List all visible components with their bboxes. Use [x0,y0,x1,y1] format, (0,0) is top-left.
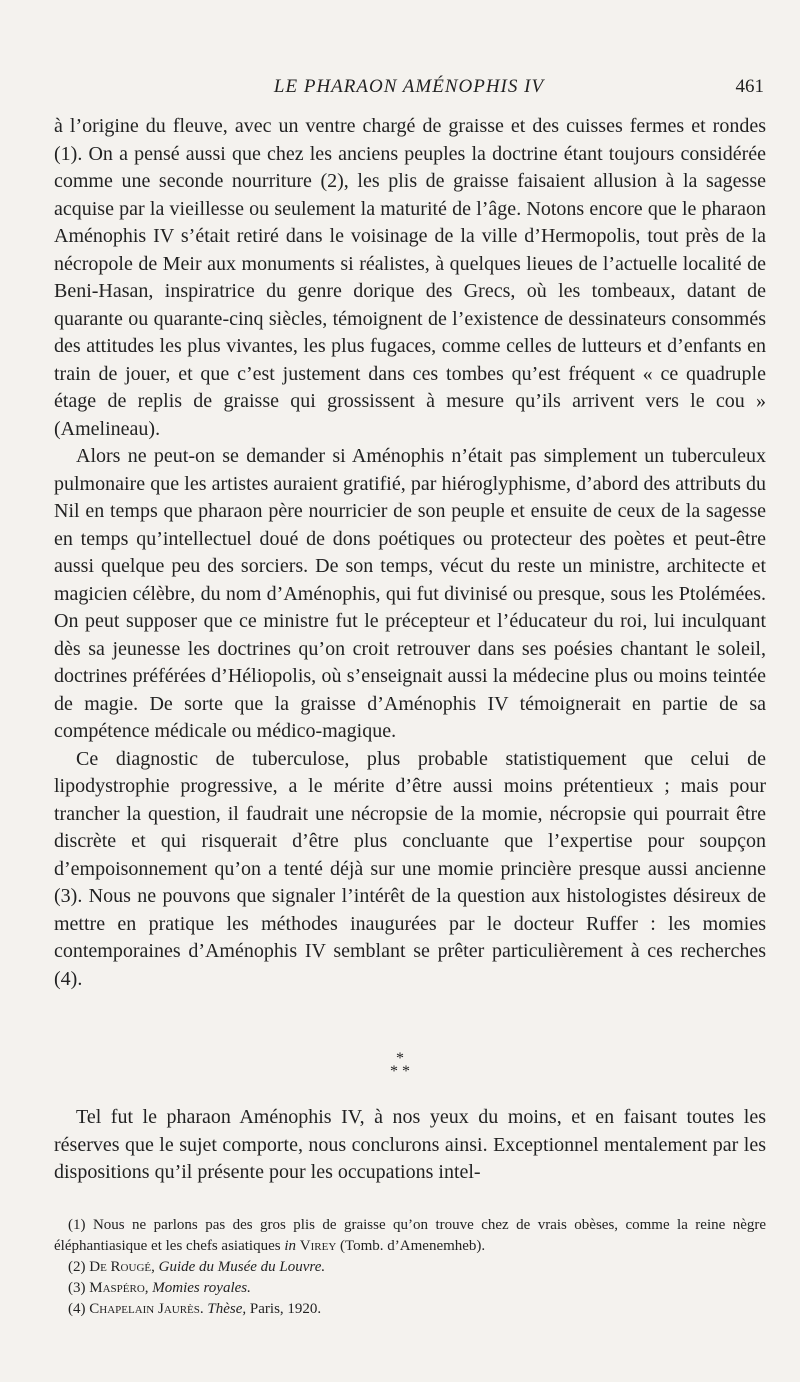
footnote-text: (Tomb. d’Amenemheb). [340,1238,486,1254]
footnote-marker: (3) [68,1280,86,1296]
footnote-work: Thèse, [207,1301,247,1317]
footnote-author: Virey [299,1238,337,1254]
footnote-author: Maspéro, [89,1280,149,1296]
footnote-text: Nous ne parlons pas des gros plis de graisse qu’on trouve chez de vrais obèses, comme la reine nègre éléphantiasique et les chefs asiatiques [54,1217,767,1254]
section-separator [0,1052,800,1078]
paragraph: Ce diagnostic de tuberculose, plus probable statistiquement que celui de lipodystrophie progressive, a le mérite d’être aussi moins prétentieux ; mais pour trancher la question, il faudrait une nécropsie de la momie, nécropsie qui pourrait être discrète et qui risquerait d’être plus concluante que l’expertise pour soupçon d’empoisonnement qu’on a tenté déjà sur une momie princière presque aussi ancienne (3). Nous ne pouvons que signaler l’intérêt de la question aux histologistes désireux de mettre en pratique les méthodes inaugurées par le docteur Ruffer : les momies contemporaines d’Aménophis IV semblant se prêter particulièrement à ces recherches (4). [54,747,766,990]
paragraph: Tel fut le pharaon Aménophis IV, à nos yeux du moins, et en faisant toutes les réserves que le sujet comporte, nous conclurons ainsi. Exceptionnel mentalement par les dispositions qu’il présente pour les occupations intel- [54,1106,766,1183]
asterism-bottom: * * [390,1063,410,1080]
footnote [54,1278,766,1299]
main-text [54,113,766,993]
page-number: 461 [735,76,764,97]
running-header [54,74,764,104]
asterism-top: * [396,1050,404,1067]
footnote [54,1299,766,1320]
conclusion-text [54,1104,766,1187]
paragraph: Alors ne peut-on se demander si Aménophis n’était pas simplement un tuberculeux pulmonaire que les artistes auraient gratifié, par hiéroglyphisme, d’abord des attributs du Nil en temps que pharaon père nourricier de son peuple et ensuite de ceux de la sagesse en temps qu’intellectuel doué de dons poétiques ou protecteur des poètes et peut-être aussi quelque peu des sorciers. De son temps, vécut du reste un ministre, architecte et magicien célèbre, du nom d’Aménophis, qui fut divinisé ou presque, sous les Ptolémées. On peut supposer que ce ministre fut le précepteur et l’éducateur du roi, lui inculquant dès sa jeunesse les doctrines qu’on croit retrouver dans ses poésies chantant le soleil, doctrines préférées d’Héliopolis, où s’enseignait aussi la médecine plus ou moins teintée de magie. De sorte que la graisse d’Aménophis IV témoignerait en partie de sa compétence médicale ou médico-magique. [54,445,766,742]
footnote-marker: (1) [68,1217,86,1233]
footnote-in: in [284,1238,297,1254]
paragraph-continued: à l’origine du fleuve, avec un ventre chargé de graisse et des cuisses fermes et rondes (1). On a pensé aussi que chez les anciens peuples la doctrine étant toujours considérée comme une seconde nourriture (2), les plis de graisse faisaient allusion à la sagesse acquise par la vieillesse ou seulement la maturité de l’âge. Notons encore que le pharaon Aménophis IV s’était retiré dans le voisinage de la ville d’Hermopolis, tout près de la nécropole de Meir aux monuments si réalistes, à quelques lieues de l’actuelle localité de Beni-Hasan, inspiratrice du genre dorique des Grecs, où les tombeaux, datant de quarante ou quarante-cinq siècles, témoignent de l’existence de dessinateurs consommés des attitudes les plus vivantes, les plus fugaces, comme celles de lutteurs et d’enfants en train de jouer, et que c’est justement dans ces tombes qu’est fréquent « ce quadruple étage de replis de graisse qui grossissent à mesure qu’ils arrivent vers le cou » (Amelineau). [54,115,766,440]
footnote-author: De Rougé, [89,1259,155,1275]
footnote-marker: (2) [68,1259,86,1275]
footnote [54,1257,766,1278]
footnotes [54,1215,766,1320]
running-title: LE PHARAON AMÉNOPHIS IV [273,76,545,97]
footnote-work: Momies royales. [152,1280,251,1296]
footnote [54,1215,766,1257]
footnote-text: Paris, 1920. [249,1301,322,1317]
footnote-marker: (4) [68,1301,86,1317]
footnote-author: Chapelain Jaurès. [89,1301,204,1317]
footnote-work: Guide du Musée du Louvre. [158,1259,326,1275]
